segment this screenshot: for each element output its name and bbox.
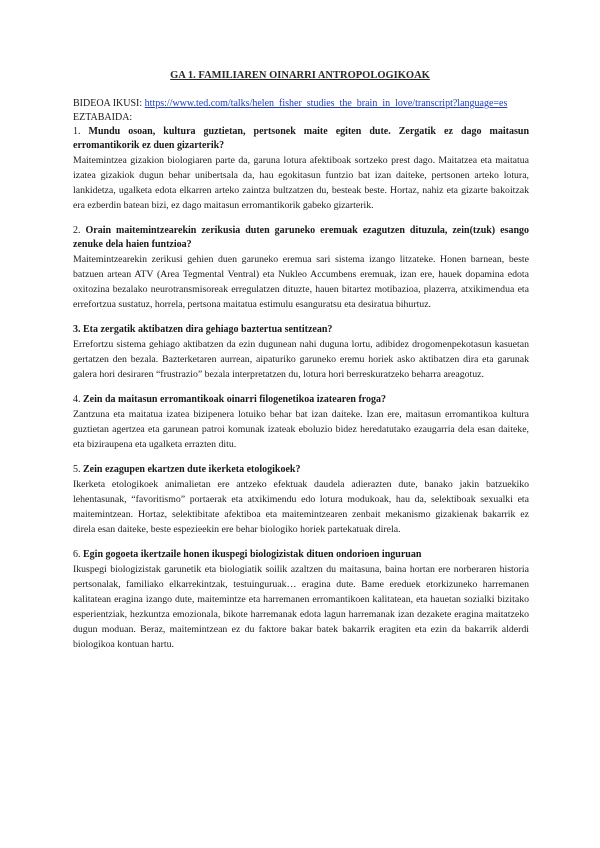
answer-2: Maitemintzearekin zerikusi gehien duen garuneko eremua sari sistema izango litzateke. Honen barnean, beste batzuen artean ATV (Area Tegmental Ventral) eta Nukleo Accumbens eremuak, izan ere, hauek dopamina edota oxitozina bezalako neurotransmisoreak erregulatzen dituzte, hauen bitartez motibazioa, plazerra, atxikimendua eta errefortzua sustatuz, horrela, pertsona maitatua estimulu esanguratsu eta desiratua bihurtuz. [73,254,529,310]
debate-label: EZTABAIDA: [73,112,133,123]
question-text: Zein da maitasun erromantikoak oinarri filogenetikoa izatearen froga? [83,394,387,405]
answer-5: Ikerketa etologikoek animalietan ere antzeko efektuak daudela adierazten dute, banako jakin batzuekiko lehentasunak, “favoritismo” portaerak eta atxikimendu edo lotura modukoak, hau da, selektiboak sexualki eta maitemintzean. Hortaz, selektibitate afektiboa eta maitemintzearen zenbait mekanismo gizakienak bakarrik ez direla esan daiteke, beste espezieekin ere behar biologiko horiek partekatuak direla. [73,479,529,535]
question-text: Eta zergatik aktibatzen dira gehiago baztertua sentitzean? [83,324,333,335]
question-section-1 [73,125,529,213]
question-text: Zein ezagupen ekartzen dute ikerketa etologikoek? [83,464,301,475]
question-number: 6. [73,549,81,560]
video-label: BIDEOA IKUSI: [73,98,145,109]
question-section-6 [73,548,529,652]
answer-6: Ikuspegi biologizistak garunetik eta biologiatik soilik azaltzen du maitasuna, baina hortan ere norberaren historia pertsonalak, familiako elkarrekintzak, testuinguruak… eragina dute. Bame ereduek etorkizuneko harremanen kalitatean eragina izango dute, maitemintze eta harremanen erromantikoen kalitatean, eta hauetan sozialki bizitako esperientziak, hezkuntza emozionala, bikote harremanak edota lagun harremanak izan dezakete eragina maitatzeko dugun moduan. Beraz, maitemintzean ez du faktore bakar batek bakarrik eragiten eta ezin da bakarrik alderdi biologikoa kontuan hartu. [73,564,529,650]
question-section-2 [73,224,529,312]
video-line [73,97,529,111]
question-number: 3. [73,324,81,335]
question-text: Orain maitemintzearekin zerikusia duten garuneko eremuak ezagutzen dituzula, zein(tzuk) esango zenuke dela haien funtzioa? [73,225,530,250]
question-3 [73,323,529,337]
question-4 [73,393,529,407]
question-section-4 [73,393,529,452]
video-link[interactable]: https://www.ted.com/talks/helen_fisher_studies_the_brain_in_love/transcript?language=es [144,98,508,109]
question-number: 1. [73,126,81,137]
question-number: 4. [73,394,81,405]
question-2 [73,224,529,252]
question-1 [73,125,529,153]
document-title: GA 1. FAMILIAREN OINARRI ANTROPOLOGIKOAK [170,70,430,81]
question-number: 5. [73,464,81,475]
question-section-3 [73,323,529,382]
question-5 [73,463,529,477]
document-body [73,97,529,652]
answer-4: Zantzuna eta maitatua izatea bizipenera lotuiko behar bat izan daiteke. Izan ere, maitasun erromantikoa kultura guztietan agertzea eta garunean patroi komunak izateak eboluzio bidez heredatutako ezaugarria dela esan daiteke, eta biziraupena eta ugalketa errazten ditu. [73,409,529,450]
question-text: Mundu osoan, kultura guztietan, pertsonek maite egiten dute. Zergatik ez dago maitasun erromantikorik ez duen gizarterik? [73,126,530,151]
question-6 [73,548,529,562]
question-section-5 [73,463,529,537]
question-number: 2. [73,225,81,236]
answer-1: Maitemintzea gizakion biologiaren parte da, garuna lotura afektiboak sortzeko prest dago. Maitatzea eta maitatua izatea gizakiok dugun behar unibertsala da, hau egokitasun funtzio bat izan daiteke, pertsonen arteko lotura, lankidetza, ugalketa edota elkarren arteko zaintza bultzatzen du, besteak beste. Hortaz, nahiz eta gizarte bakoitzak era ezberdin batean bizi, ez dago maitasun erromantikorik gabeko gizarterik. [73,155,529,211]
answer-3: Errefortzu sistema gehiago aktibatzen da ezin dugunean nahi duguna lortu, adibidez drogomenpekotasun kasuetan gertatzen den bezala. Bazterketaren aurrean, aipaturiko garuneko eremu horiek asko aktibatzen dira eta garunak galera hori desiraren “frustrazio” bezala interpretatzen du, lotura hori berreskuratzeko beharra areagotuz. [73,339,529,380]
question-text: Egin gogoeta ikertzaile honen ikuspegi biologizistak dituen ondorioen inguruan [83,549,422,560]
